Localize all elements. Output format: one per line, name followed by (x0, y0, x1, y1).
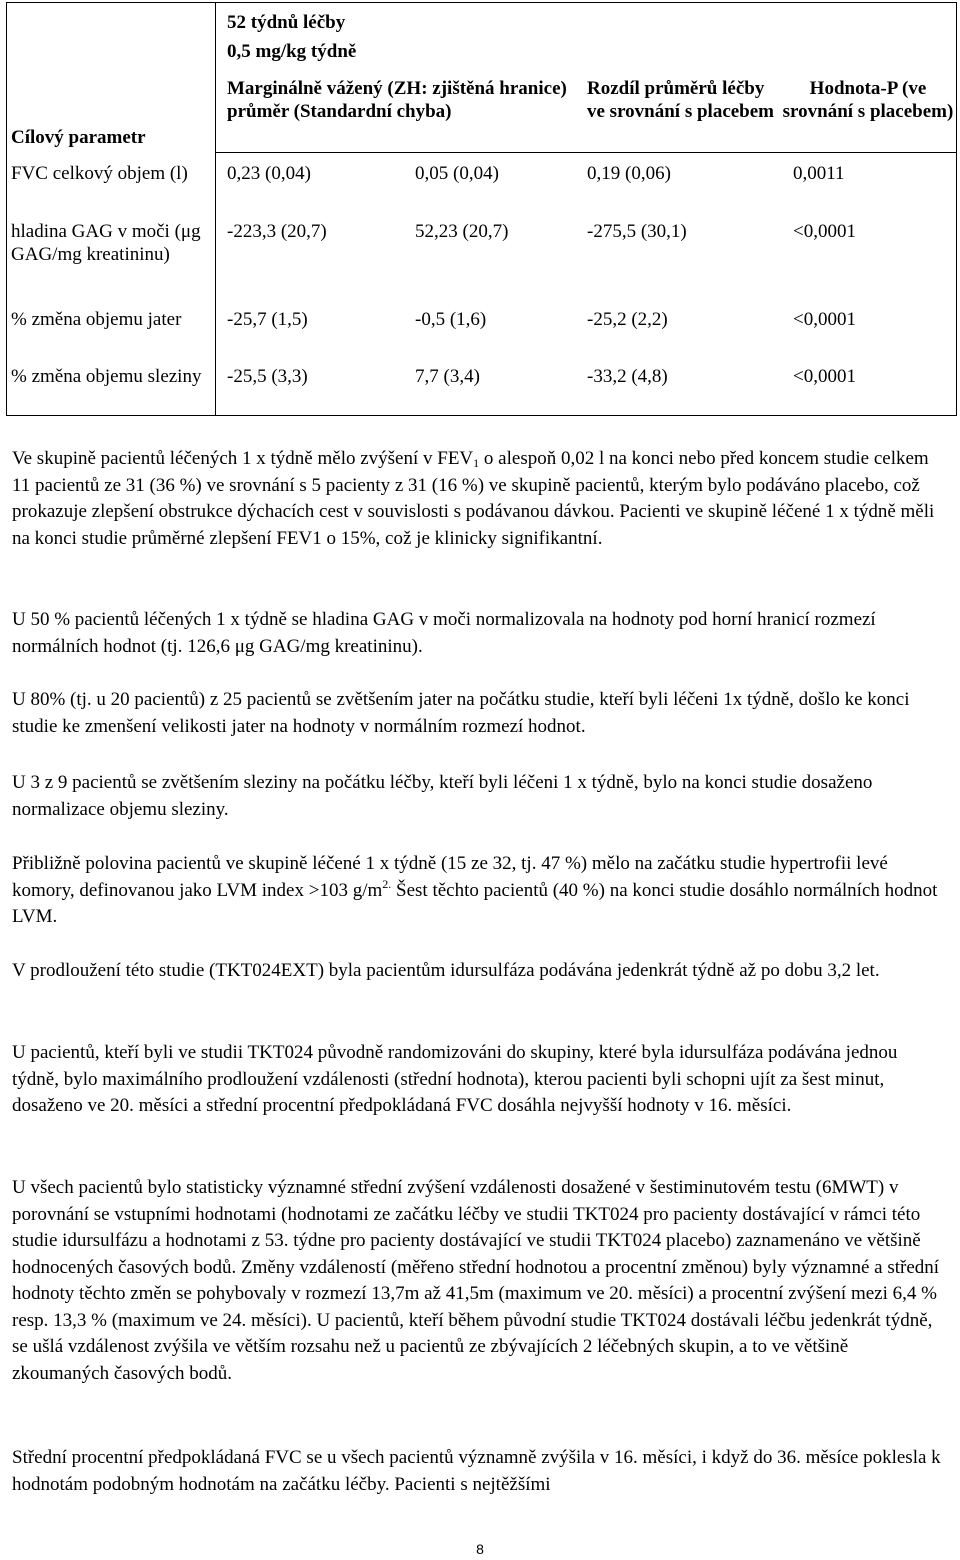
row-4-difference: -33,2 (4,8) (587, 366, 668, 387)
paragraph-lvm (12, 851, 942, 931)
paragraph-fev1 (12, 446, 942, 552)
row-1-parameter: FVC celkový objem (l) (11, 163, 188, 184)
header-group-dose: 0,5 mg/kg týdně (227, 41, 357, 62)
row-4-p-value: <0,0001 (793, 366, 856, 387)
table-column-divider (215, 3, 216, 415)
lvm-superscript: 2. (382, 876, 392, 891)
paragraph-fev1-text-a: Ve skupině pacientů léčených 1 x týdně mělo zvýšení v FEV (12, 448, 474, 469)
row-2-placebo: 52,23 (20,7) (415, 221, 509, 242)
row-1-difference: 0,19 (0,06) (587, 163, 671, 184)
paragraph-liver: U 80% (tj. u 20 pacientů) z 25 pacientů se zvětšením jater na počátku studie, kteří byli léčeni 1x týdně, došlo ke konci studie ke zmenšení velikosti jater na hodnoty v normálním rozmezí hodnot. (12, 689, 910, 737)
row-4-placebo: 7,7 (3,4) (415, 366, 480, 387)
paragraph-lvm-text-b: Šest těchto pacientů (40 %) na konci studie dosáhlo normálních hodnot LVM. (12, 879, 938, 927)
paragraph-tkt024: U pacientů, kteří byli ve studii TKT024 původně randomizováni do skupiny, které byla idursulfáza podávána jednou týdně, bylo maximálního prodloužení vzdálenosti (střední hodnota), kterou pacienti byli schopni ujít za šest minut, dosaženo ve 20. měsíci a střední procentní předpokládaná FVC dosáhla nejvyšší hodnoty v 16. měsíci. (12, 1042, 898, 1116)
row-4-treatment: -25,5 (3,3) (227, 366, 308, 387)
row-4-parameter: % změna objemu sleziny (11, 366, 202, 387)
paragraph-spleen: U 3 z 9 pacientů se zvětšením sleziny na počátku léčby, kteří byli léčeni 1 x týdně, bylo na konci studie dosaženo normalizace objemu sleziny. (12, 772, 873, 820)
header-group-duration: 52 týdnů léčby (227, 12, 346, 33)
header-mean-difference: Rozdíl průměrů léčby ve srovnání s placebem (587, 78, 775, 122)
paragraph-lvm-text-a: Přibližně polovina pacientů ve skupině léčené 1 x týdně (15 ze 32, tj. 47 %) mělo na začátku studie hypertrofii levé komory, definovanou jako LVM index >103 g/m (12, 853, 888, 901)
table-header-divider (216, 152, 956, 153)
row-1-p-value: 0,0011 (793, 163, 845, 184)
row-3-difference: -25,2 (2,2) (587, 309, 668, 330)
row-2-treatment: -223,3 (20,7) (227, 221, 327, 242)
paragraph-extension: V prodloužení této studie (TKT024EXT) byla pacientům idursulfáza podávána jedenkrát týdně až po dobu 3,2 let. (12, 960, 880, 981)
row-1-treatment: 0,23 (0,04) (227, 163, 311, 184)
row-3-treatment: -25,7 (1,5) (227, 309, 308, 330)
row-3-placebo: -0,5 (1,6) (415, 309, 487, 330)
row-2-difference: -275,5 (30,1) (587, 221, 687, 242)
row-2-parameter: hladina GAG v moči (μg GAG/mg kreatininu) (11, 221, 201, 265)
header-target-parameter: Cílový parametr (11, 127, 146, 148)
row-1-placebo: 0,05 (0,04) (415, 163, 499, 184)
paragraph-gag: U 50 % pacientů léčených 1 x týdně se hladina GAG v moči normalizovala na hodnoty pod horní hranicí rozmezí normálních hodnot (tj. 126,6 μg GAG/mg kreatininu). (12, 609, 876, 657)
row-3-parameter: % změna objemu jater (11, 309, 182, 330)
header-p-value: Hodnota-P (ve srovnání s placebem) (782, 78, 954, 122)
header-marginal-mean: Marginálně vážený (ZH: zjištěná hranice) průměr (Standardní chyba) (227, 78, 567, 122)
row-2-p-value: <0,0001 (793, 221, 856, 242)
page-number: 8 (476, 1541, 484, 1557)
paragraph-fev1-text-b: o alespoň 0,02 l na konci nebo před koncem studie celkem 11 pacientů ze 31 (36 %) ve srovnání s 5 pacienty z 31 (16 %) ve skupině pacientů, kterým bylo podáváno placebo, což prokazuje zlepšení obstrukce dýchacích cest v souvislosti s podávanou dávkou. Pacienti ve skupině léčené 1 x týdně měli na konci studie průměrné zlepšení FEV1 o 15%, což je klinicky signifikantní. (12, 448, 935, 549)
row-3-p-value: <0,0001 (793, 309, 856, 330)
paragraph-fvc: Střední procentní předpokládaná FVC se u všech pacientů významně zvýšila v 16. měsíci, i když do 36. měsíce poklesla k hodnotám podobným hodnotám na začátku léčby. Pacienti s nejtěžšími (12, 1447, 941, 1495)
paragraph-6mwt: U všech pacientů bylo statisticky významné střední zvýšení vzdálenosti dosažené v šestiminutovém testu (6MWT) v porovnání se vstupními hodnotami (hodnotami ze začátku léčby ve studii TKT024 pro pacienty dostávající v rámci této studie idursulfázu a hodnotami z 53. týdne pro pacienty dostávající ve studii TKT024 placebo) zaznamenáno ve většině hodnocených časových bodů. Změny vzdáleností (měřeno střední hodnotou a procentní změnou) byly významné a střední hodnoty těchto změn se pohybovaly v rozmezí 13,7m až 41,5m (maximum ve 20. měsíci) a procentní zvýšení mezi 6,4 % resp. 13,3 % (maximum ve 24. měsíci). U pacientů, kteří během původní studie TKT024 dostávali léčbu jedenkrát týdně, se ušlá vzdálenost zvýšila ve větším rozsahu než u pacientů ze zbývajících 2 léčebných skupin, a to ve většině zkoumaných časových bodů. (12, 1177, 940, 1384)
fev1-subscript: 1 (473, 456, 480, 470)
results-table (6, 2, 957, 416)
